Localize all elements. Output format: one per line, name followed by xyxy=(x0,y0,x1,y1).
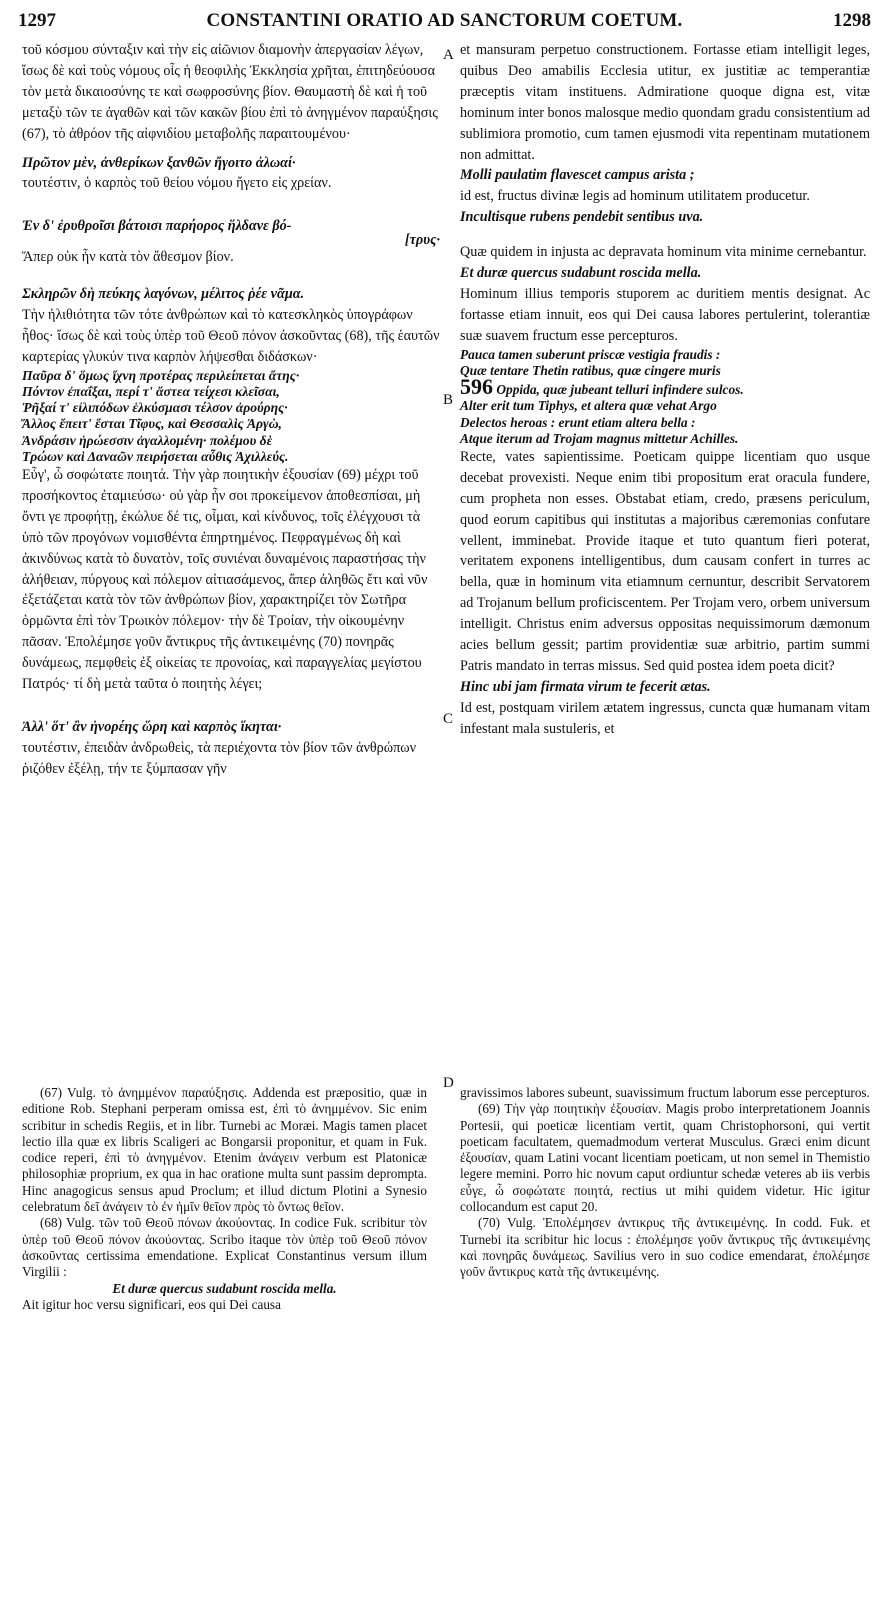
footnote-70: (70) Vulg. Ἐπολέμησεν ἀντικρυς τῆς ἀντικειμένης. In codd. Fuk. et Turnebi ita scribitur hic locus : ἐπολέμησε γοῦν ἄντικρυς τῆς ἀντικειμένης καὶ πονηρᾶς δυνάμεως. Savilius vero in suo codice emendarat, ἐπολέμησε γοῦν ἄντικρυς κατὰ τῆς ἀντικειμένης. xyxy=(460,1215,870,1280)
latin-paragraph: Quæ quidem in injusta ac depravata hominum vita minime cernebantur. xyxy=(460,244,867,261)
footnote-67: (67) Vulg. τὸ ἀνημμένον παραύξησις. Addenda est præpositio, quæ in editione Rob. Stephani perperam omissa est, ἐπὶ τὸ ἀνημμένον. Sic enim scribitur in schedis Regiis, et in libr. Turnebi ac Moræi. Magis tamen placet lectio illa quæ ex libris Scaligeri ac Bongarsii proponitur, et quam in Fuk. codice reperi, ἐπὶ τὸ ἀνηγμένον. Etenim ἀνάγειν verbum est Platonicæ philosophiæ proprium, ex qua in hac oratione multa sunt passim deprompta. Hinc anagogicus sensus apud Proclum; et illud dictum Plotini a Synesio celebratum δεῖ ἀνάγειν τὸ ἐν ἡμῖν θεῖον πρὸς τὸ ὄντως θεῖον. xyxy=(22,1085,427,1215)
greek-verse-line: Τρώων καὶ Δαναῶν πειρήσεται αὖθις Ἀχιλλεύς. xyxy=(22,448,289,464)
latin-paragraph: et mansuram perpetuo constructionem. Fortasse etiam intelligit leges, quibus Deo amabilis Ecclesia utitur, ex justitiæ ac temperantiæ præceptis vitam instituens. Admiratione quoque digna est, vitæ hominum inter bonos malosque medio quondam gradu consistentium ad sublimiora promotio, cum tamen ejusmodi vita repentinam mutationem non admittat. xyxy=(460,42,870,163)
page-number-right: 1298 xyxy=(833,10,871,31)
latin-verse-line: Delectos heroas : erunt etiam altera bella : xyxy=(460,414,696,430)
latin-verse: Incultisque rubens pendebit sentibus uva. xyxy=(460,209,704,226)
running-header xyxy=(18,10,871,36)
footnote-text: Ait igitur hoc versu significari, eos qui Dei causa xyxy=(22,1296,281,1312)
footnote-continuation: gravissimos labores subeunt, suavissimum fructum laborum esse percepturos. xyxy=(460,1085,870,1100)
latin-verse-line: Pauca tamen suberunt priscæ vestigia fraudis : xyxy=(460,346,721,362)
latin-paragraph: Id est, postquam virilem ætatem ingressus, cuncta quæ humanam vitam infestant mala sustuleris, et xyxy=(460,699,870,737)
greek-verse-continuation: [τρυς· xyxy=(404,232,440,249)
latin-verse: Hinc ubi jam firmata virum te fecerit ætas. xyxy=(460,678,711,695)
footnote-68: (68) Vulg. τῶν τοῦ Θεοῦ πόνων ἀκούοντας. In codice Fuk. scribitur τὸν ὑπὲρ τοῦ Θεοῦ πόνον ἀκούοντας. Scribo itaque τὸν ὑπὲρ τοῦ Θεοῦ πόνον ἀσκοῦντας certissima emendatione. Explicat Constantinus versum illum Virgilii : xyxy=(22,1215,427,1280)
margin-marker-d: D xyxy=(443,1075,454,1091)
greek-verse: Πρῶτον μὲν, ἀνθερίκων ξανθῶν ἤγοιτο ἀλωαί· xyxy=(22,154,296,171)
running-title: CONSTANTINI ORATIO AD SANCTORUM COETUM. xyxy=(206,10,683,31)
latin-verse-line: Atque iterum ad Trojam magnus mittetur Achilles. xyxy=(460,430,739,446)
greek-paragraph: τουτέστιν, ὁ καρπὸς τοῦ θείου νόμου ἤγετο εἰς χρείαν. xyxy=(22,175,332,192)
footnote-verse: Et duræ quercus sudabunt roscida mella. xyxy=(112,1280,337,1296)
footnotes-left xyxy=(22,1085,427,1313)
greek-paragraph: Ἅπερ οὐκ ἦν κατὰ τὸν ἄθεσμον βίον. xyxy=(22,249,234,266)
page-number-left: 1297 xyxy=(18,10,56,31)
latin-paragraph: id est, fructus divinæ legis ad hominum utilitatem producetur. xyxy=(460,188,810,205)
greek-paragraph: τουτέστιν, ἐπειδὰν ἀνδρωθεὶς, τὰ περιέχοντα τὸν βίον τῶν ἀνθρώπων ῥιζόθεν ἐξέλῃ, τήν τε ξύμπασαν γῆν xyxy=(22,739,417,777)
greek-verse-line: Πόντον ἐπαΐξαι, περί τ' ἄστεα τείχεσι κλεῖσαι, xyxy=(22,383,280,399)
margin-marker-c: C xyxy=(443,711,454,727)
latin-verse-line: Alter erit tum Tiphys, et altera quæ vehat Argo xyxy=(460,398,717,414)
greek-column xyxy=(22,40,440,780)
latin-column xyxy=(460,40,870,740)
greek-paragraph: Τὴν ἠλιθιότητα τῶν τότε ἀνθρώπων καὶ τὸ κατεσκληκὸς ὑπογράφων ἦθος· ἴσως δὲ καὶ τοὺς ὑπὲρ τοῦ Θεοῦ πόνον ἀσκοῦντας (68), τῆς ἑαυτῶν καρτερίας γλυκύν τινα καρπὸν λήψεσθαι διδάσκων· xyxy=(22,307,440,365)
greek-verse-line: Παῦρα δ' ὅμως ἴχνη προτέρας περιλείπεται ἄτης· xyxy=(22,367,300,383)
latin-verse-line: Quæ tentare Thetin ratibus, quæ cingere muris xyxy=(460,362,721,378)
margin-marker-b: B xyxy=(443,392,454,408)
greek-verse-line: Ῥῆξαί τ' εἰλιπόδων ἑλκύσμασι τέλσον ἀρούρης· xyxy=(22,400,288,416)
latin-paragraph: Recte, vates sapientissime. Poeticam quippe licentiam quo usque decebat provexisti. Neque enim tibi propositum erat oracula fundere, cum propheta non esses. Obstabat etiam, credo, præsens periculum, quod eorum capitibus qui institutas a majoribus cæremonias confutare vellent, imminebat. Provide itaque et tuto quantum fieri poterat, veritatem exponens intelligentibus, dum causam confert in turres ac bella, quæ in hominum vita etiamnum cernuntur, describit Servatorem ad Trojanum bellum proficiscentem. Per Trojam vero, orbem universum intelligit. Christus enim adversus oppositas nequissimorum dæmonum acies bellum gessit; partim providentiæ suæ arbitrio, partim summi Patris mandato in terras missus. Sed quid postea idem poeta dicit? xyxy=(460,448,870,674)
latin-paragraph: Hominum illius temporis stuporem ac duritiem mentis designat. Ac fortasse etiam innuit, eos qui Dei causa labores pertulerint, tolerantiæ suæ suavem fructum esse percepturos. xyxy=(460,285,870,344)
greek-verse-line: Ἀνδράσιν ἡρώεσσιν ἀγαλλομένη· πολέμου δὲ xyxy=(22,432,273,448)
greek-verse-block xyxy=(22,368,440,465)
greek-verse: Σκληρῶν δὴ πεύκης λαγόνων, μέλιτος ῥέε νᾶμα. xyxy=(22,286,305,303)
greek-verse: Ἀλλ' ὅτ' ἂν ἠνορέης ὥρη καὶ καρπὸς ἵκηται· xyxy=(22,718,282,735)
latin-verse: Molli paulatim flavescet campus arista ; xyxy=(460,167,695,184)
column-number: 596 xyxy=(460,374,493,400)
footnotes-right xyxy=(460,1085,870,1281)
greek-paragraph: Εὖγ', ὦ σοφώτατε ποιητά. Τὴν γὰρ ποιητικὴν ἐξουσίαν (69) μέχρι τοῦ προσήκοντος ἐταμιεύσω· οὐ γὰρ ἦν σοι προκείμενον ἀποθεσπίσαι, μὴ ὄντι γε προφήτῃ, ἐκώλυε δέ τις, οἶμαι, καὶ κίνδυνος, τοῖς ἐλέγχουσι τὰ ὑπὸ τῶν προγόνων νομισθέντα ἐπηρτημένος. Πεφραγμένως δὴ καὶ ἀκινδύνως κατὰ τὸ δυνατὸν, τοῖς συνιέναι δυναμένοις παραστήσας τὴν ἀλήθειαν, πύργους καὶ πόλεμον αἰτιασάμενος, ἅπερ ἀληθῶς ἔτι καὶ νῦν ἐξετάζεται κατὰ τὸν τῶν ἀνθρώπων βίον, χαρακτηρίζει τὸν Σωτῆρα ὁρμῶντα ἐπὶ τὸν Τρωικὸν πόλεμον· τὴν δὲ Τροίαν, τὴν οἰκουμένην πᾶσαν. Ἐπολέμησε γοῦν ἄντικρυς τῆς ἀντικειμένης (70) πονηρᾶς δυνάμεως, πεμφθεὶς ἐξ οἰκείας τε προνοίας, καὶ παραγγελίας μεγίστου Πατρός· τί δὴ μετὰ ταῦτα ὁ ποιητὴς λέγει; xyxy=(22,467,428,693)
latin-verse: Et duræ quercus sudabunt roscida mella. xyxy=(460,265,702,282)
greek-verse-line: Ἄλλος ἔπειτ' ἔσται Τῖφυς, καὶ Θεσσαλὶς Ἀργὼ, xyxy=(22,416,282,432)
latin-verse-block xyxy=(460,347,870,447)
margin-marker-a: A xyxy=(443,47,454,63)
footnote-69: (69) Τὴν γὰρ ποιητικὴν ἐξουσίαν. Magis probo interpretationem Joannis Portesii, qui poeticæ licentiam vertit, quam Christophorsoni, qui vertit poeticam facultatem, quemadmodum verterat Musculus. Græci enim dicunt ἐξουσίαν, quam Latini vocant licentiam poeticam, ut non semel in Themistio legere memini. Porro hic novum caput ordiuntur schedæ veteres ab iis verbis εὖγε, ὦ σοφώτατε ποιητά, rectius ut mihi quidem videtur. Hic igitur collocandum est caput 20. xyxy=(460,1101,870,1215)
latin-verse-text: Oppida, quæ jubeant telluri infindere sulcos. xyxy=(496,382,744,398)
latin-verse-line xyxy=(460,374,870,400)
greek-verse: Ἐν δ' ἐρυθροῖσι βάτοισι παρήορος ἥλδανε βό- xyxy=(22,218,292,235)
greek-paragraph: τοῦ κόσμου σύνταξιν καὶ τὴν εἰς αἰῶνιον διαμονὴν ἀπεργασίαν λέγων, ἴσως δὲ καὶ τοὺς νόμους οἷς ἡ θεοφιλὴς Ἐκκλησία χρῆται, ἐπιτηδεύουσα τὸν μετὰ δικαιοσύνης τε καὶ σωφροσύνης βίον. Θαυμαστὴ δὲ καὶ ἡ τοῦ μεταξὺ τῶν τε ἀγαθῶν καὶ τῶν κακῶν βίου ἐπὶ τὸ ἀνηγμένον παραύξησις (67), τὸ ἀθρόον τῆς αἰφνιδίου μεταβολῆς παραιτουμένου· xyxy=(22,42,438,142)
